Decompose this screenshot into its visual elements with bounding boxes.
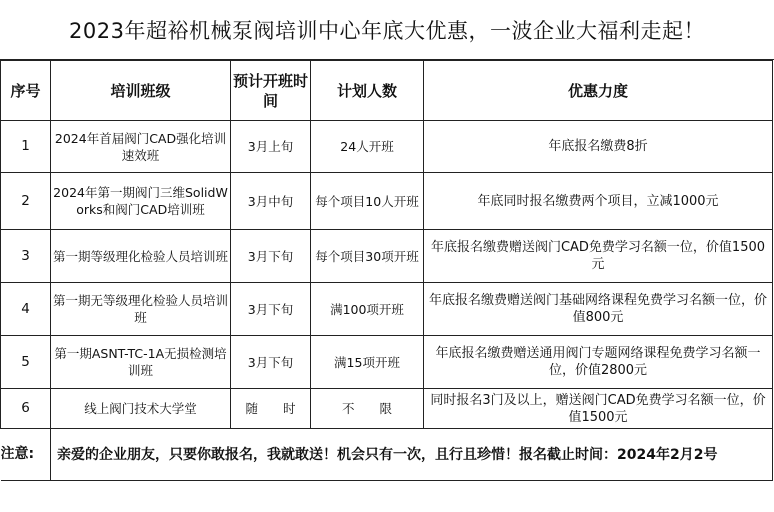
table-row (1, 121, 773, 173)
note-row (1, 429, 773, 481)
row-discount: 年底报名缴费赠送阀门基础网络课程免费学习名额一位，价值800元 (424, 283, 773, 336)
row-class-name: 第一期无等级理化检验人员培训班 (51, 283, 231, 336)
header-plan-count: 计划人数 (311, 61, 424, 121)
row-plan-count: 24人开班 (311, 121, 424, 173)
row-start-time: 3月中旬 (231, 173, 311, 230)
row-index: 2 (1, 173, 51, 230)
table-row (1, 230, 773, 283)
promotion-table (0, 60, 773, 481)
table-row (1, 283, 773, 336)
header-discount: 优惠力度 (424, 61, 773, 121)
row-class-name: 第一期等级理化检验人员培训班 (51, 230, 231, 283)
row-start-time: 3月下旬 (231, 336, 311, 389)
row-class-name: 第一期ASNT-TC-1A无损检测培训班 (51, 336, 231, 389)
table-row (1, 173, 773, 230)
page-title: 2023年超裕机械泵阀培训中心年底大优惠，一波企业大福利走起！ (0, 0, 774, 60)
row-plan-count: 不 限 (311, 389, 424, 429)
row-start-time: 3月下旬 (231, 230, 311, 283)
row-start-time: 3月上旬 (231, 121, 311, 173)
row-index: 6 (1, 389, 51, 429)
header-index: 序号 (1, 61, 51, 121)
row-discount: 同时报名3门及以上，赠送阀门CAD免费学习名额一位，价值1500元 (424, 389, 773, 429)
row-index: 5 (1, 336, 51, 389)
row-class-name: 2024年第一期阀门三维SolidWorks和阀门CAD培训班 (51, 173, 231, 230)
note-label: 注意: (1, 429, 51, 481)
row-index: 1 (1, 121, 51, 173)
row-index: 3 (1, 230, 51, 283)
row-plan-count: 每个项目30项开班 (311, 230, 424, 283)
header-class-name: 培训班级 (51, 61, 231, 121)
row-discount: 年底报名缴费赠送阀门CAD免费学习名额一位，价值1500元 (424, 230, 773, 283)
row-plan-count: 每个项目10人开班 (311, 173, 424, 230)
row-start-time: 3月下旬 (231, 283, 311, 336)
table-row (1, 389, 773, 429)
row-index: 4 (1, 283, 51, 336)
row-class-name: 线上阀门技术大学堂 (51, 389, 231, 429)
table-header-row (1, 61, 773, 121)
row-plan-count: 满100项开班 (311, 283, 424, 336)
row-plan-count: 满15项开班 (311, 336, 424, 389)
table-row (1, 336, 773, 389)
row-start-time: 随 时 (231, 389, 311, 429)
header-start-time: 预计开班时间 (231, 61, 311, 121)
row-discount: 年底报名缴费8折 (424, 121, 773, 173)
row-class-name: 2024年首届阀门CAD强化培训速效班 (51, 121, 231, 173)
row-discount: 年底报名缴费赠送通用阀门专题网络课程免费学习名额一位，价值2800元 (424, 336, 773, 389)
row-discount: 年底同时报名缴费两个项目，立减1000元 (424, 173, 773, 230)
note-text: 亲爱的企业朋友，只要你敢报名，我就敢送！机会只有一次，且行且珍惜！报名截止时间：2024年2月2号 (51, 429, 773, 481)
